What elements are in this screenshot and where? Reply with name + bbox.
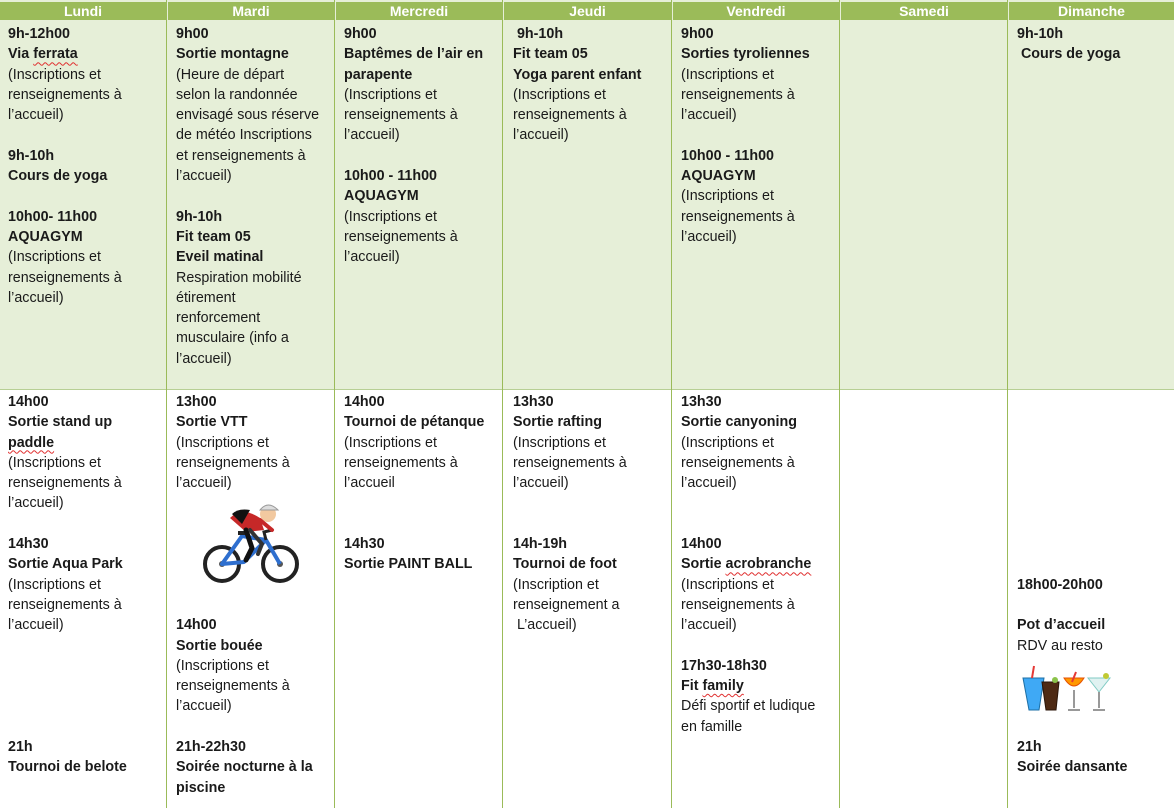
activity-detail-line: L’accueil): [513, 617, 577, 634]
activity-heading-line: 13h30: [681, 394, 722, 410]
activity-detail-line: l’accueil): [8, 289, 64, 306]
activity-heading-line: Sortie rafting: [513, 414, 602, 431]
activity-heading-line: Tournoi de foot: [513, 556, 617, 573]
band-divider: [0, 389, 1174, 390]
activity-heading-line: Sortie bouée: [176, 637, 263, 654]
activity-detail-line: RDV au resto: [1017, 637, 1103, 654]
activity-detail-line: l’accueil): [176, 698, 232, 715]
activity-detail-line: (Inscriptions et: [344, 434, 437, 451]
activity-detail-line: renseignements à: [344, 107, 458, 124]
activity-heading-line: 9h00: [176, 26, 209, 42]
activity-heading-line: 9h-10h: [176, 208, 223, 225]
line-spacer: [344, 146, 500, 166]
activity-heading-line: Tournoi de pétanque: [344, 414, 485, 431]
line-spacer: [1017, 717, 1172, 737]
activity-detail-line: (Inscriptions et: [681, 188, 774, 205]
activity-detail-line: l’accueil): [8, 495, 64, 512]
line-spacer: [1017, 392, 1172, 412]
cell-jeudi-afternoon: [513, 392, 669, 636]
activity-detail-line: (Inscriptions et: [681, 66, 774, 83]
column-divider: [166, 0, 167, 808]
line-spacer: [8, 696, 164, 716]
activity-heading-line: Sortie acrobranche: [681, 556, 812, 573]
line-spacer: [176, 717, 332, 737]
line-spacer: [681, 514, 837, 534]
activity-heading-line: Sortie montagne: [176, 46, 289, 63]
activity-detail-line: renseignements à: [681, 454, 795, 471]
activity-detail-line: envisagé sous réserve: [176, 107, 320, 124]
activity-detail-line: étirement: [176, 289, 236, 306]
activity-heading-line: Baptêmes de l’air en: [344, 46, 484, 63]
header-vendredi: Vendredi: [673, 2, 839, 20]
activity-heading-line: AQUAGYM: [8, 228, 83, 245]
activity-detail-line: (Inscriptions et: [344, 86, 437, 103]
cell-lundi-morning: [8, 24, 164, 308]
line-spacer: [8, 656, 164, 676]
mountain-bike-rider-illustration: [202, 502, 300, 588]
activity-detail-line: (Inscriptions et: [8, 249, 101, 266]
activity-heading-line: parapente: [344, 66, 413, 83]
activity-detail-line: l’accueil: [344, 475, 395, 492]
activity-heading-line: 14h00: [681, 536, 722, 553]
line-spacer: [344, 514, 500, 534]
line-spacer: [8, 717, 164, 737]
activity-detail-line: (Heure de départ: [176, 66, 285, 83]
activity-detail-line: l’accueil): [681, 475, 737, 492]
activity-heading-line: Soirée nocturne à la: [176, 759, 313, 776]
line-spacer: [8, 514, 164, 534]
activity-detail-line: l’accueil): [8, 617, 64, 634]
activity-heading-line: 10h00- 11h00: [8, 208, 98, 225]
activity-heading-line: Fit team 05: [513, 46, 588, 63]
activity-heading-line: [8, 433, 164, 453]
activity-detail-line: renseignements à: [513, 107, 627, 124]
line-spacer: [513, 514, 669, 534]
spellcheck-underline: ferrata: [33, 46, 78, 63]
activity-heading-line: 13h00: [176, 394, 217, 410]
activity-heading-line: Soirée dansante: [1017, 759, 1128, 776]
activity-detail-line: renseignements à: [8, 475, 122, 492]
activity-detail-line: l’accueil): [176, 350, 232, 367]
line-spacer: [681, 493, 837, 513]
activity-heading-line: Fit family: [681, 678, 744, 695]
activity-detail-line: (Inscriptions et: [513, 86, 606, 103]
activity-heading-line: 13h30: [513, 394, 554, 410]
activity-heading-line: 9h00: [681, 26, 714, 42]
activity-detail-line: renseignements à: [681, 596, 795, 613]
header-samedi: Samedi: [841, 2, 1007, 20]
cell-dimanche-afternoon: [1017, 392, 1172, 778]
line-spacer: [176, 595, 332, 615]
cell-jeudi-morning: [513, 24, 669, 146]
activity-heading-line: 21h-22h30: [176, 739, 246, 756]
column-divider: [1007, 0, 1008, 808]
line-spacer: [1017, 534, 1172, 554]
activity-heading-line: 14h-19h: [513, 536, 568, 553]
activity-detail-line: selon la randonnée: [176, 86, 298, 103]
activity-detail-line: musculaire (info a: [176, 330, 289, 347]
activity-heading-line: 14h00: [8, 394, 49, 410]
line-spacer: [1017, 554, 1172, 574]
activity-detail-line: (Inscriptions et: [8, 454, 101, 471]
column-divider: [502, 0, 503, 808]
cell-mercredi-morning: [344, 24, 500, 268]
line-spacer: [1017, 473, 1172, 493]
activity-detail-line: renseignements à: [513, 454, 627, 471]
activity-detail-line: (Inscriptions et: [8, 576, 101, 593]
activity-detail-line: et renseignements à: [176, 147, 306, 164]
activity-heading-line: Yoga parent enfant: [513, 66, 642, 83]
activity-detail-line: renseignements à: [344, 228, 458, 245]
line-spacer: [8, 125, 164, 145]
activity-detail-line: renseignements à: [176, 678, 290, 695]
line-spacer: [1017, 493, 1172, 513]
activity-detail-line: (Inscription et: [513, 576, 599, 593]
cell-vendredi-morning: [681, 24, 837, 247]
activity-detail-line: renseignements à: [344, 454, 458, 471]
activity-heading-line: Sortie Aqua Park: [8, 556, 123, 573]
activity-heading-line: 17h30-18h30: [681, 657, 767, 674]
activity-detail-line: (Inscriptions et: [176, 657, 269, 674]
cell-mardi-morning: [176, 24, 332, 369]
activity-heading-line: 9h-12h00: [8, 26, 70, 42]
line-spacer: [344, 493, 500, 513]
activity-heading-line: Eveil matinal: [176, 249, 264, 266]
activity-heading-line: 9h-10h: [513, 26, 564, 42]
activity-heading-line: 18h00-20h00: [1017, 576, 1103, 593]
activity-detail-line: (Inscriptions et: [681, 576, 774, 593]
spellcheck-underline: acrobranche: [725, 556, 812, 573]
activity-heading-line: Cours de yoga: [8, 168, 108, 185]
activity-detail-line: l’accueil): [513, 475, 569, 492]
header-mercredi: Mercredi: [336, 2, 502, 20]
activity-heading-line: Pot d’accueil: [1017, 617, 1106, 634]
activity-detail-line: l’accueil): [344, 249, 400, 266]
activity-detail-line: l’accueil): [8, 107, 64, 124]
activity-heading-line: 14h00: [176, 617, 217, 634]
line-spacer: [1017, 412, 1172, 432]
activity-heading-line: piscine: [176, 779, 226, 796]
activity-heading-line: Sortie VTT: [176, 414, 248, 431]
activity-detail-line: de météo Inscriptions: [176, 127, 312, 144]
activity-heading-line: Tournoi de belote: [8, 759, 127, 776]
spellcheck-underline: paddle: [8, 434, 55, 451]
line-spacer: [8, 186, 164, 206]
line-spacer: [1017, 595, 1172, 615]
cell-lundi-afternoon: [8, 392, 164, 778]
cocktail-glasses-illustration: [1020, 664, 1112, 714]
line-spacer: [1017, 433, 1172, 453]
line-spacer: [513, 493, 669, 513]
activity-detail-line: (Inscriptions et: [176, 434, 269, 451]
column-divider: [334, 0, 335, 808]
cell-mercredi-afternoon: [344, 392, 500, 575]
column-divider: [839, 0, 840, 808]
activity-detail-line: l’accueil): [513, 127, 569, 144]
activity-detail-line: renseignements à: [176, 454, 290, 471]
column-divider: [671, 0, 672, 808]
activity-heading-line: Via ferrata: [8, 46, 78, 63]
activity-heading-line: 9h00: [344, 26, 377, 42]
activity-detail-line: l’accueil): [681, 617, 737, 634]
activity-heading-line: 10h00 - 11h00: [681, 147, 774, 164]
activity-detail-line: renseignement a: [513, 596, 620, 613]
cell-vendredi-afternoon: [681, 392, 837, 737]
line-spacer: [1017, 453, 1172, 473]
activity-heading-line: Sortie canyoning: [681, 414, 797, 431]
activity-detail-line: renseignements à: [8, 269, 122, 286]
activity-detail-line: l’accueil): [176, 475, 232, 492]
activity-detail-line: en famille: [681, 718, 743, 735]
line-spacer: [1017, 514, 1172, 534]
activity-heading-line: 21h: [8, 739, 33, 756]
activity-heading-line: 9h-10h: [8, 147, 55, 164]
activity-detail-line: renseignements à: [8, 86, 122, 103]
activity-heading-line: AQUAGYM: [344, 188, 419, 205]
activity-detail-line: Respiration mobilité: [176, 269, 302, 286]
header-lundi: Lundi: [0, 2, 166, 20]
activity-detail-line: (Inscriptions et: [681, 434, 774, 451]
activity-detail-line: (Inscriptions et: [8, 66, 101, 83]
line-spacer: [8, 636, 164, 656]
activity-detail-line: l’accueil): [681, 228, 737, 245]
cell-mardi-afternoon: [176, 392, 332, 798]
activity-detail-line: l’accueil): [681, 107, 737, 124]
line-spacer: [681, 125, 837, 145]
activity-heading-line: 9h-10h: [1017, 26, 1064, 42]
header-mardi: Mardi: [168, 2, 334, 20]
line-spacer: [8, 676, 164, 696]
activity-heading-line: 14h30: [8, 536, 49, 553]
activity-heading-line: 21h: [1017, 739, 1042, 756]
activity-heading-line: Fit team 05: [176, 228, 251, 245]
line-spacer: [176, 186, 332, 206]
activity-heading-line: Sortie stand up: [8, 414, 113, 431]
activity-detail-line: (Inscriptions et: [344, 208, 437, 225]
activity-heading-line: 14h00: [344, 394, 385, 410]
activity-heading-line: Sortie PAINT BALL: [344, 556, 473, 573]
activity-detail-line: renseignements à: [681, 86, 795, 103]
header-jeudi: Jeudi: [504, 2, 671, 20]
activity-detail-line: l’accueil): [176, 168, 232, 185]
line-spacer: [681, 636, 837, 656]
activity-detail-line: l’accueil): [344, 127, 400, 144]
activity-heading-line: AQUAGYM: [681, 168, 756, 185]
activity-heading-line: Sorties tyroliennes: [681, 46, 810, 63]
spellcheck-underline: family: [702, 678, 744, 695]
activity-heading-line: 10h00 - 11h00: [344, 168, 437, 185]
header-dimanche: Dimanche: [1009, 2, 1174, 20]
activity-heading-line: Cours de yoga: [1017, 46, 1121, 63]
cell-dimanche-morning: [1017, 24, 1172, 65]
activity-heading-line: 14h30: [344, 536, 385, 553]
activity-detail-line: Défi sportif et ludique: [681, 698, 816, 715]
activity-detail-line: renseignements à: [8, 596, 122, 613]
activity-detail-line: renseignements à: [681, 208, 795, 225]
activity-detail-line: renforcement: [176, 310, 261, 327]
activity-detail-line: (Inscriptions et: [513, 434, 606, 451]
